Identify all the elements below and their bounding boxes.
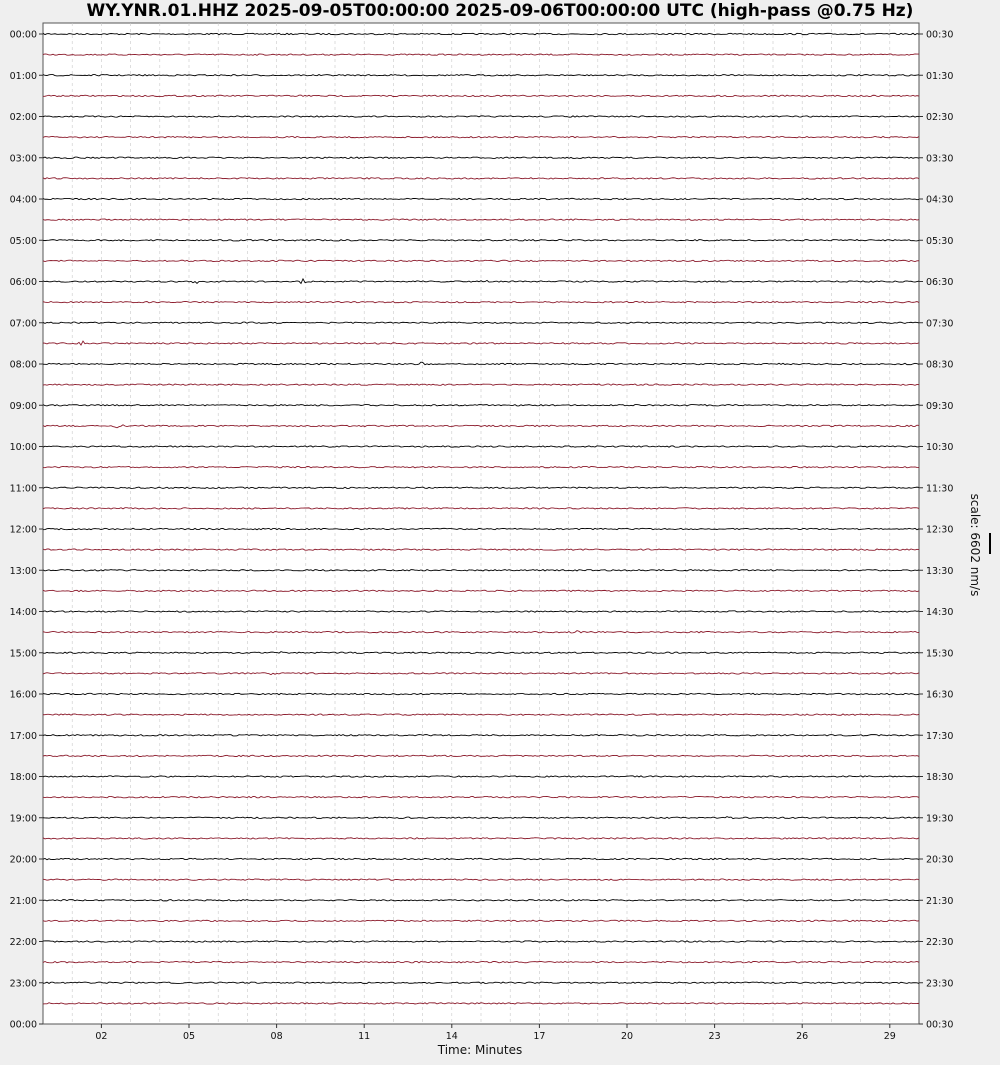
right-time-label: 12:30 bbox=[926, 524, 954, 536]
right-time-label: 16:30 bbox=[926, 689, 954, 701]
left-time-label: 04:00 bbox=[9, 194, 37, 206]
right-time-label: 03:30 bbox=[926, 153, 954, 165]
right-time-label: 17:30 bbox=[926, 730, 954, 742]
x-tick-label: 11 bbox=[358, 1031, 371, 1042]
left-time-label: 00:00 bbox=[9, 29, 37, 41]
scale-bar bbox=[989, 533, 991, 554]
right-time-label: 08:30 bbox=[926, 359, 954, 371]
x-tick-label: 29 bbox=[883, 1031, 896, 1042]
left-time-label: 10:00 bbox=[9, 442, 37, 453]
right-time-label: 09:30 bbox=[926, 400, 954, 412]
left-time-label: 03:00 bbox=[9, 153, 37, 165]
left-time-label: 06:00 bbox=[9, 277, 37, 288]
left-time-label: 08:00 bbox=[9, 359, 37, 371]
right-time-label: 20:30 bbox=[926, 854, 954, 866]
x-tick-label: 02 bbox=[95, 1031, 108, 1042]
left-time-label: 19:00 bbox=[9, 813, 37, 825]
chart-title: WY.YNR.01.HHZ 2025-09-05T00:00:00 2025-09-06T00:00:00 UTC (high-pass @0.75 Hz) bbox=[86, 1, 914, 21]
left-time-label: 07:00 bbox=[9, 318, 37, 330]
right-time-label: 02:30 bbox=[926, 112, 954, 123]
left-time-label: 16:00 bbox=[9, 689, 37, 701]
right-time-label: 14:30 bbox=[926, 607, 954, 618]
left-time-label: 01:00 bbox=[9, 70, 37, 82]
left-time-label: 05:00 bbox=[9, 235, 37, 247]
right-time-label: 18:30 bbox=[926, 772, 954, 783]
left-time-label: 17:00 bbox=[9, 730, 37, 742]
right-time-label: 06:30 bbox=[926, 277, 954, 288]
left-time-label: 09:00 bbox=[9, 400, 37, 412]
left-time-label: 15:00 bbox=[9, 648, 37, 660]
x-tick-label: 08 bbox=[270, 1031, 283, 1042]
right-time-label: 22:30 bbox=[926, 937, 954, 948]
left-time-label: 23:00 bbox=[9, 978, 37, 990]
right-time-label: 10:30 bbox=[926, 442, 954, 453]
left-time-label: 21:00 bbox=[9, 895, 37, 907]
left-time-label: 20:00 bbox=[9, 854, 37, 866]
left-time-label: 12:00 bbox=[9, 524, 37, 536]
right-time-label: 00:30 bbox=[926, 29, 954, 41]
x-tick-label: 23 bbox=[708, 1031, 721, 1042]
scale-label: scale: 6602 nm/s bbox=[968, 493, 982, 597]
left-time-label: 13:00 bbox=[9, 565, 37, 577]
right-time-label: 00:30 bbox=[926, 1019, 954, 1031]
x-tick-label: 17 bbox=[533, 1031, 546, 1042]
right-time-label: 04:30 bbox=[926, 194, 954, 206]
left-time-label: 00:00 bbox=[9, 1019, 37, 1031]
right-time-label: 15:30 bbox=[926, 648, 954, 660]
left-time-label: 02:00 bbox=[9, 112, 37, 123]
right-time-label: 11:30 bbox=[926, 483, 954, 495]
x-axis-label: Time: Minutes bbox=[437, 1043, 523, 1057]
right-time-label: 19:30 bbox=[926, 813, 954, 825]
right-time-label: 07:30 bbox=[926, 318, 954, 330]
left-time-label: 11:00 bbox=[9, 483, 37, 495]
right-time-label: 05:30 bbox=[926, 235, 954, 247]
x-tick-label: 14 bbox=[445, 1031, 458, 1042]
right-time-label: 23:30 bbox=[926, 978, 954, 990]
left-time-label: 14:00 bbox=[9, 607, 37, 618]
right-time-label: 13:30 bbox=[926, 565, 954, 577]
x-tick-label: 20 bbox=[620, 1031, 634, 1042]
right-time-label: 21:30 bbox=[926, 895, 954, 907]
x-tick-label: 26 bbox=[796, 1031, 809, 1042]
x-tick-label: 05 bbox=[182, 1031, 196, 1042]
left-time-label: 18:00 bbox=[9, 772, 37, 783]
left-time-label: 22:00 bbox=[9, 937, 37, 948]
right-time-label: 01:30 bbox=[926, 70, 954, 82]
